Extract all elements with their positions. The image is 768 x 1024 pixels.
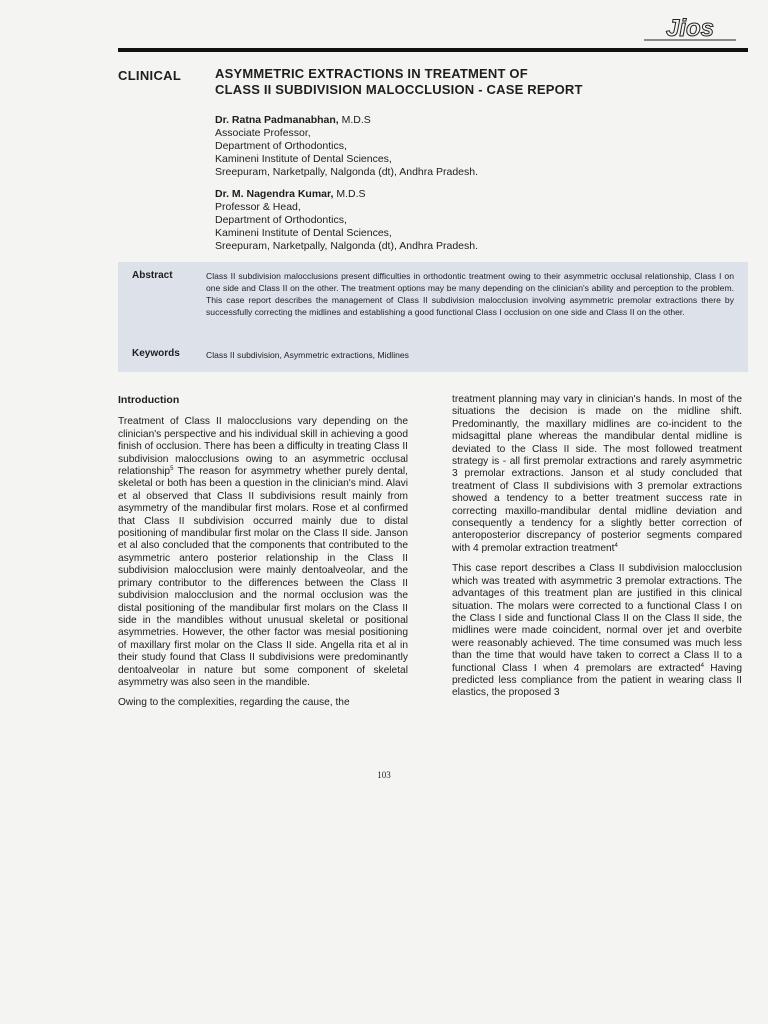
journal-logo-text: Jios (665, 15, 715, 42)
paragraph-text: treatment planning may vary in clinician's hands. In most of the situations the decision is made on the midline shift. Predominantly, the maxillary midlines are co-incident to the midsagittal plane whereas the mandibular dental midline is deviated to the Class II side. The most followed treatment strategy is - all first premolar extractions and rarely asymmetric 3 premolar extractions. Janson et al study concluded that treatment of Class II subdivisions with 3 premolar extractions showed a tendency to a better treatment success rate in correcting maxillo-mandibular dental midline deviation and consequently a tendency for a slightly better correction of anteroposterior discrepancy of posterior segments compared with 4 premolar extraction treatment (452, 394, 742, 554)
header-rule (118, 48, 748, 52)
right-column (452, 394, 742, 708)
paragraph (452, 394, 742, 555)
author-1-line: Department of Orthodontics, (215, 140, 347, 152)
author-1-degree: M.D.S (338, 114, 371, 126)
article-title (215, 66, 735, 98)
page-number: 103 (377, 770, 391, 780)
author-2-degree: M.D.S (333, 188, 366, 200)
author-2-line: Kamineni Institute of Dental Sciences, (215, 227, 392, 239)
journal-logo (640, 14, 750, 44)
author-2-name: Dr. M. Nagendra Kumar, (215, 188, 334, 200)
author-1-line: Kamineni Institute of Dental Sciences, (215, 153, 392, 165)
paragraph (118, 416, 408, 689)
author-2 (215, 188, 635, 253)
paragraph: Owing to the complexities, regarding the cause, the (118, 697, 350, 709)
introduction-heading: Introduction (118, 394, 180, 406)
title-line-2: CLASS II SUBDIVISION MALOCCLUSION - CASE REPORT (215, 82, 583, 97)
keywords-label: Keywords (132, 348, 180, 359)
citation: 4 (700, 662, 704, 669)
abstract-text: Class II subdivision malocclusions present difficulties in orthodontic treatment owing to their asymmetric occlusal relationship, Class I on one side and Class II on the other. The treatment options may be many depending on the clinician's ability and perception to the problem. This case report describes the management of Class II subdivision malocclusion involving asymmetric premolar extractions there by successfully correcting the midlines and establishing a good functional Class I occlusion on one side and Class II on the other. (206, 271, 734, 317)
paragraph-text: This case report describes a Class II subdivision malocclusion which was treated with asymmetric 3 premolar extractions. The advantages of this treatment plan are justified in this clinical situation. The molars were corrected to a functional Class I on the Class I side and functional Class II on the Class II side, the midlines were made coincident, normal over jet and overbite were reasonably achieved. The time consumed was much less than the time that would have taken to correct a Class II to a functional Class I when 4 premolars are extracted (452, 563, 742, 674)
author-1-line: Sreepuram, Narketpally, Nalgonda (dt), Andhra Pradesh. (215, 166, 479, 178)
citation: 4 (614, 542, 618, 549)
title-line-1: ASYMMETRIC EXTRACTIONS IN TREATMENT OF (215, 66, 528, 81)
abstract-label: Abstract (132, 270, 173, 281)
author-1 (215, 114, 635, 179)
author-2-line: Sreepuram, Narketpally, Nalgonda (dt), Andhra Pradesh. (215, 240, 479, 252)
left-column (118, 394, 408, 718)
abstract-box (118, 262, 748, 372)
paragraph-text: Having predicted less compliance from the patient in wearing class II elastics, the proposed 3 (452, 662, 743, 699)
section-label: CLINICAL (118, 68, 182, 83)
keywords-text: Class II subdivision, Asymmetric extractions, Midlines (206, 350, 409, 360)
paragraph-text: Treatment of Class II malocclusions vary depending on the clinician's perspective and his individual skill in achieving a good finish of occlusion. There has been a difficulty in treating Class II subdivision malocclusions owing to an asymmetric occlusal relationship (118, 416, 408, 478)
citation: 5 (170, 466, 174, 473)
author-2-line: Professor & Head, (215, 201, 301, 213)
paragraph-text: The reason for asymmetry whether purely dental, skeletal or both has been a question in the clinician's mind. Alavi et al observed that Class II subdivisions result mainly from asymmetry of the mandibular first molars. Rose et al confirmed that Class II subdivision occurred mainly due to distal positioning of mandibular first molar on the Class II side. Janson et al also concluded that the components that contributed to the asymmetric antero posterior relationship in the Class II subdivision malocclusion were mainly dentoalveolar, and the primary contributor to the differences between the Class II subdivision malocclusion and the normal occlusion was the distal positioning of the mandibular first molars on the Class II side in the mandibles without unusual skeletal or positional asymmetries. However, the other factor was mesial positioning of maxillary first molar on the Class II side. Angella rita et al in their study found that Class II subdivisions were predominantly dentoalveolar in nature but some component of skeletal asymmetry was also seen in the mandible. (118, 466, 408, 688)
author-1-name: Dr. Ratna Padmanabhan, (215, 114, 339, 126)
author-1-line: Associate Professor, (215, 127, 311, 139)
paragraph (452, 563, 742, 699)
author-2-line: Department of Orthodontics, (215, 214, 347, 226)
